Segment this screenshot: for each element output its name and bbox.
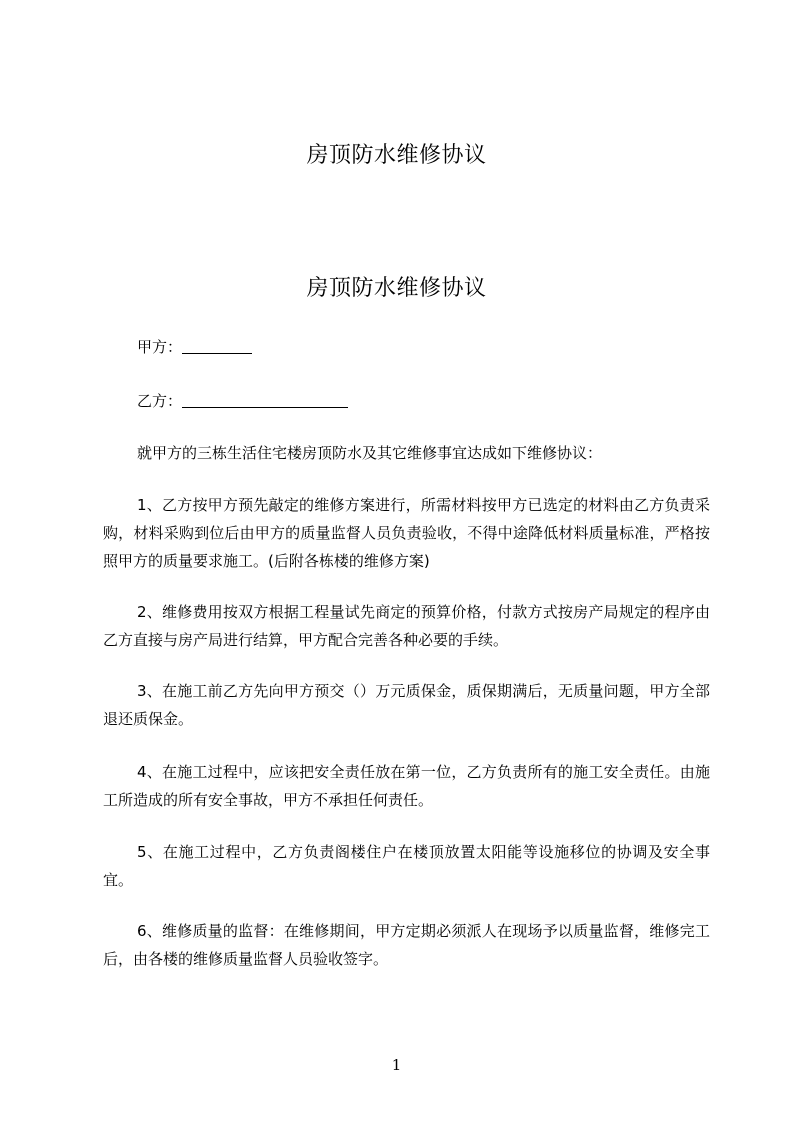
intro-paragraph: 就甲方的三栋生活住宅楼房顶防水及其它维修事宜达成如下维修协议：: [137, 444, 603, 462]
page-number: 1: [391, 1056, 402, 1074]
clause-3: 3、在施工前乙方先向甲方预交（）万元质保金，质保期满后，无质量问题，甲方全部退还质保金。: [103, 682, 710, 728]
party-b-line: [103, 387, 710, 415]
clause-1: 1、乙方按甲方预先敲定的维修方案进行，所需材料按甲方已选定的材料由乙方负责采购，材料采购到位后由甲方的质量监督人员负责验收，不得中途降低材料质量标准，严格按照甲方的质量要求施工。(后附各栋楼的维修方案): [103, 496, 710, 570]
party-a-line: [103, 333, 710, 361]
party-a-label: 甲方：: [137, 338, 183, 356]
clause-4: 4、在施工过程中，应该把安全责任放在第一位，乙方负责所有的施工安全责任。由施工所造成的所有安全事故，甲方不承担任何责任。: [103, 763, 710, 809]
party-a-blank[interactable]: [182, 335, 252, 354]
party-b-label: 乙方：: [137, 392, 183, 410]
clause-5: 5、在施工过程中，乙方负责阁楼住户在楼顶放置太阳能等设施移位的协调及安全事宜。: [103, 843, 710, 889]
clause-2: 2、维修费用按双方根据工程量试先商定的预算价格，付款方式按房产局规定的程序由乙方直接与房产局进行结算，甲方配合完善各种必要的手续。: [103, 603, 710, 649]
party-b-blank[interactable]: [182, 389, 348, 408]
document-title: 房顶防水维修协议: [306, 276, 487, 301]
cover-title: 房顶防水维修协议: [306, 143, 487, 168]
clause-6: 6、维修质量的监督：在维修期间，甲方定期必须派人在现场予以质量监督，维修完工后，由各楼的维修质量监督人员验收签字。: [103, 922, 710, 968]
